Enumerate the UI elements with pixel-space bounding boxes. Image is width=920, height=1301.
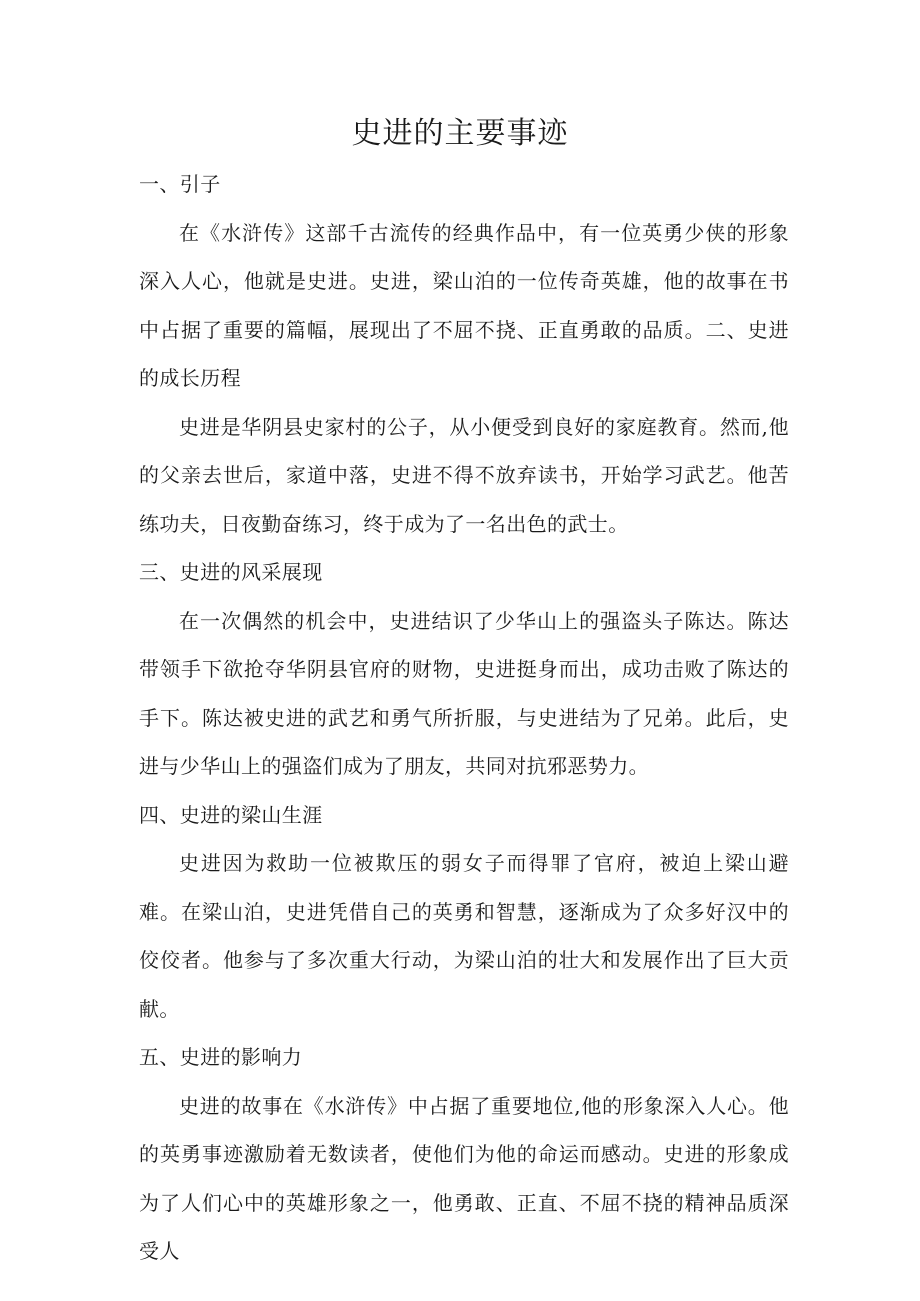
section-paragraph-intro: 在《水浒传》这部千古流传的经典作品中，有一位英勇少侠的形象深入人心，他就是史进。史进，梁山泊的一位传奇英雄，他的故事在书中占据了重要的篇幅，展现出了不屈不挠、正直勇敢的品质。二、史进的成长历程 [139,220,789,390]
section-heading-liangshan: 四、史进的梁山生涯 [139,802,323,827]
section-heading-demeanor: 三、史进的风采展现 [139,560,323,584]
section-paragraph-demeanor: 在一次偶然的机会中，史进结识了少华山上的强盗头子陈达。陈达带领手下欲抢夺华阴县官府的财物，史进挺身而出，成功击败了陈达的手下。陈达被史进的武艺和勇气所折服，与史进结为了兄弟。此后，史进与少华山上的强盗们成为了朋友，共同对抗邪恶势力。 [139,608,789,778]
section-paragraph-growth: 史进是华阴县史家村的公子，从小便受到良好的家庭教育。然而,他的父亲去世后，家道中落，史进不得不放弃读书，开始学习武艺。他苦练功夫，日夜勤奋练习，终于成为了一名出色的武士。 [139,414,789,536]
document-title: 史进的主要事迹 [351,116,569,151]
section-heading-influence: 五、史进的影响力 [139,1045,303,1069]
document-body [139,160,789,1276]
section-paragraph-influence: 史进的故事在《水浒传》中占据了重要地位,他的形象深入人心。他的英勇事迹激励着无数读者，使他们为他的命运而感动。史进的形象成为了人们心中的英雄形象之一，他勇敢、正直、不屈不挠的精神品质深受人 [139,1093,789,1263]
section-paragraph-liangshan: 史进因为救助一位被欺压的弱女子而得罪了官府，被迫上梁山避难。在梁山泊，史进凭借自己的英勇和智慧，逐渐成为了众多好汉中的佼佼者。他参与了多次重大行动，为梁山泊的壮大和发展作出了巨大贡献。 [139,851,789,1021]
section-heading-intro: 一、引子 [139,172,221,196]
